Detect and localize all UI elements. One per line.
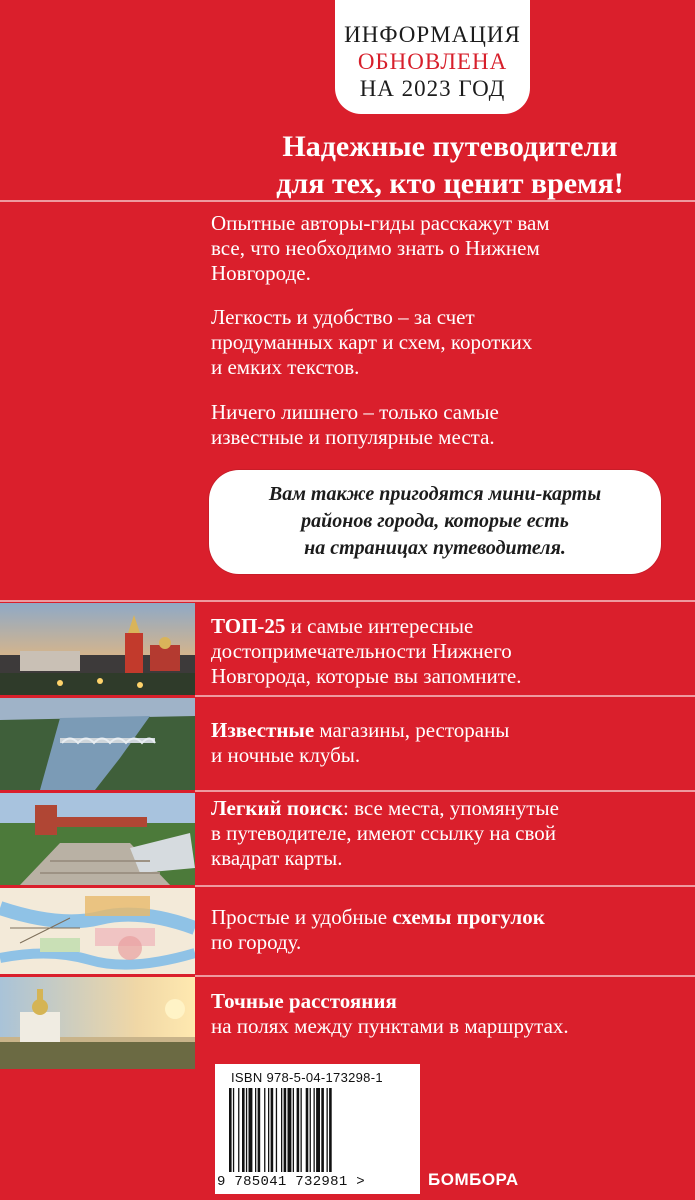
- badge-line-3: НА 2023 ГОД: [359, 76, 506, 101]
- barcode-bar: [249, 1088, 253, 1172]
- barcode-bar: [242, 1088, 245, 1172]
- barcode-bar: [281, 1088, 282, 1172]
- headline: [210, 128, 690, 202]
- walking-map-thumbnail: [0, 888, 195, 974]
- isbn-number: ISBN 978-5-04-173298-1: [231, 1070, 383, 1085]
- feature-text: на полях между пунктами в маршрутах.: [211, 1014, 569, 1038]
- feature-easy-search: [211, 796, 681, 871]
- barcode-bar: [301, 1088, 302, 1172]
- feature-text: и самые интересные: [285, 614, 474, 638]
- barcode-bar: [288, 1088, 292, 1172]
- intro-line: Легкость и удобство – за счет: [211, 305, 475, 329]
- separator-line: [195, 975, 695, 977]
- feature-text: в путеводителе, имеют ссылку на свой: [211, 821, 557, 845]
- barcode-bar: [276, 1088, 277, 1172]
- barcode-bar: [293, 1088, 294, 1172]
- feature-text: магазины, рестораны: [314, 718, 510, 742]
- feature-text: Простые и удобные: [211, 905, 393, 929]
- monastery-sunset-photo: [0, 977, 195, 1069]
- separator-line: [195, 790, 695, 792]
- barcode-bar: [316, 1088, 320, 1172]
- feature-bold: Точные расстояния: [211, 989, 397, 1013]
- barcode-bar: [238, 1088, 239, 1172]
- intro-paragraph: [211, 400, 681, 450]
- barcode-bar: [314, 1088, 315, 1172]
- intro-line: Опытные авторы-гиды расскажут вам: [211, 211, 550, 235]
- intro-line: продуманных карт и схем, коротких: [211, 330, 533, 354]
- barcode-bar: [284, 1088, 287, 1172]
- separator-line: [0, 600, 695, 602]
- feature-text: квадрат карты.: [211, 846, 343, 870]
- kremlin-cathedral-photo: [0, 603, 195, 695]
- feature-bold: Известные: [211, 718, 315, 742]
- intro-paragraph: [211, 211, 681, 286]
- feature-bold: схемы прогулок: [392, 905, 545, 929]
- publisher-logo: БОМБОРА: [428, 1170, 519, 1189]
- note-line: на страницах путеводителя.: [304, 537, 566, 559]
- barcode-bar: [255, 1088, 256, 1172]
- updated-info-badge: [335, 0, 530, 114]
- barcode-digits: 9 785041 732981 >: [217, 1174, 365, 1190]
- intro-line: все, что необходимо знать о Нижнем: [211, 236, 540, 260]
- barcode-bar: [233, 1088, 234, 1172]
- feature-top25: [211, 614, 681, 689]
- feature-shops: [211, 718, 681, 768]
- feature-text: по городу.: [211, 930, 302, 954]
- intro-paragraph: [211, 305, 681, 380]
- kremlin-stairs-photo: [0, 793, 195, 885]
- barcode-bar: [258, 1088, 261, 1172]
- isbn-barcode: [215, 1064, 420, 1194]
- separator-line: [195, 695, 695, 697]
- intro-line: известные и популярные места.: [211, 425, 495, 449]
- headline-line-2: для тех, кто ценит время!: [276, 167, 624, 200]
- barcode-bars: [229, 1088, 409, 1172]
- intro-line: Новгороде.: [211, 261, 311, 285]
- note-line: районов города, которые есть: [301, 510, 569, 532]
- barcode-bar: [268, 1088, 269, 1172]
- note-line: Вам также пригодятся мини-карты: [268, 483, 602, 505]
- mini-maps-note: [209, 470, 661, 574]
- feature-bold: Легкий поиск: [211, 796, 344, 820]
- intro-line: Ничего лишнего – только самые: [211, 400, 499, 424]
- barcode-bar: [271, 1088, 274, 1172]
- barcode-bar: [321, 1088, 324, 1172]
- barcode-bar: [327, 1088, 328, 1172]
- barcode-bar: [306, 1088, 309, 1172]
- barcode-bar: [310, 1088, 311, 1172]
- headline-line-1: Надежные путеводители: [282, 130, 618, 163]
- river-bridge-photo: [0, 698, 195, 790]
- feature-distances: [211, 989, 681, 1039]
- barcode-bar: [264, 1088, 265, 1172]
- feature-text: : все места, упомянутые: [343, 796, 559, 820]
- feature-text: достопримечательности Нижнего: [211, 639, 512, 663]
- feature-text: и ночные клубы.: [211, 743, 361, 767]
- feature-text: Новгорода, которые вы запомните.: [211, 664, 522, 688]
- barcode-bar: [246, 1088, 247, 1172]
- intro-line: и емких текстов.: [211, 355, 360, 379]
- separator-line: [195, 885, 695, 887]
- badge-line-1: ИНФОРМАЦИЯ: [344, 22, 521, 47]
- badge-line-2: ОБНОВЛЕНА: [357, 49, 508, 74]
- feature-bold: ТОП-25: [211, 614, 286, 638]
- barcode-bar: [329, 1088, 332, 1172]
- feature-walking-routes: [211, 905, 681, 955]
- barcode-bar: [297, 1088, 300, 1172]
- barcode-bar: [229, 1088, 232, 1172]
